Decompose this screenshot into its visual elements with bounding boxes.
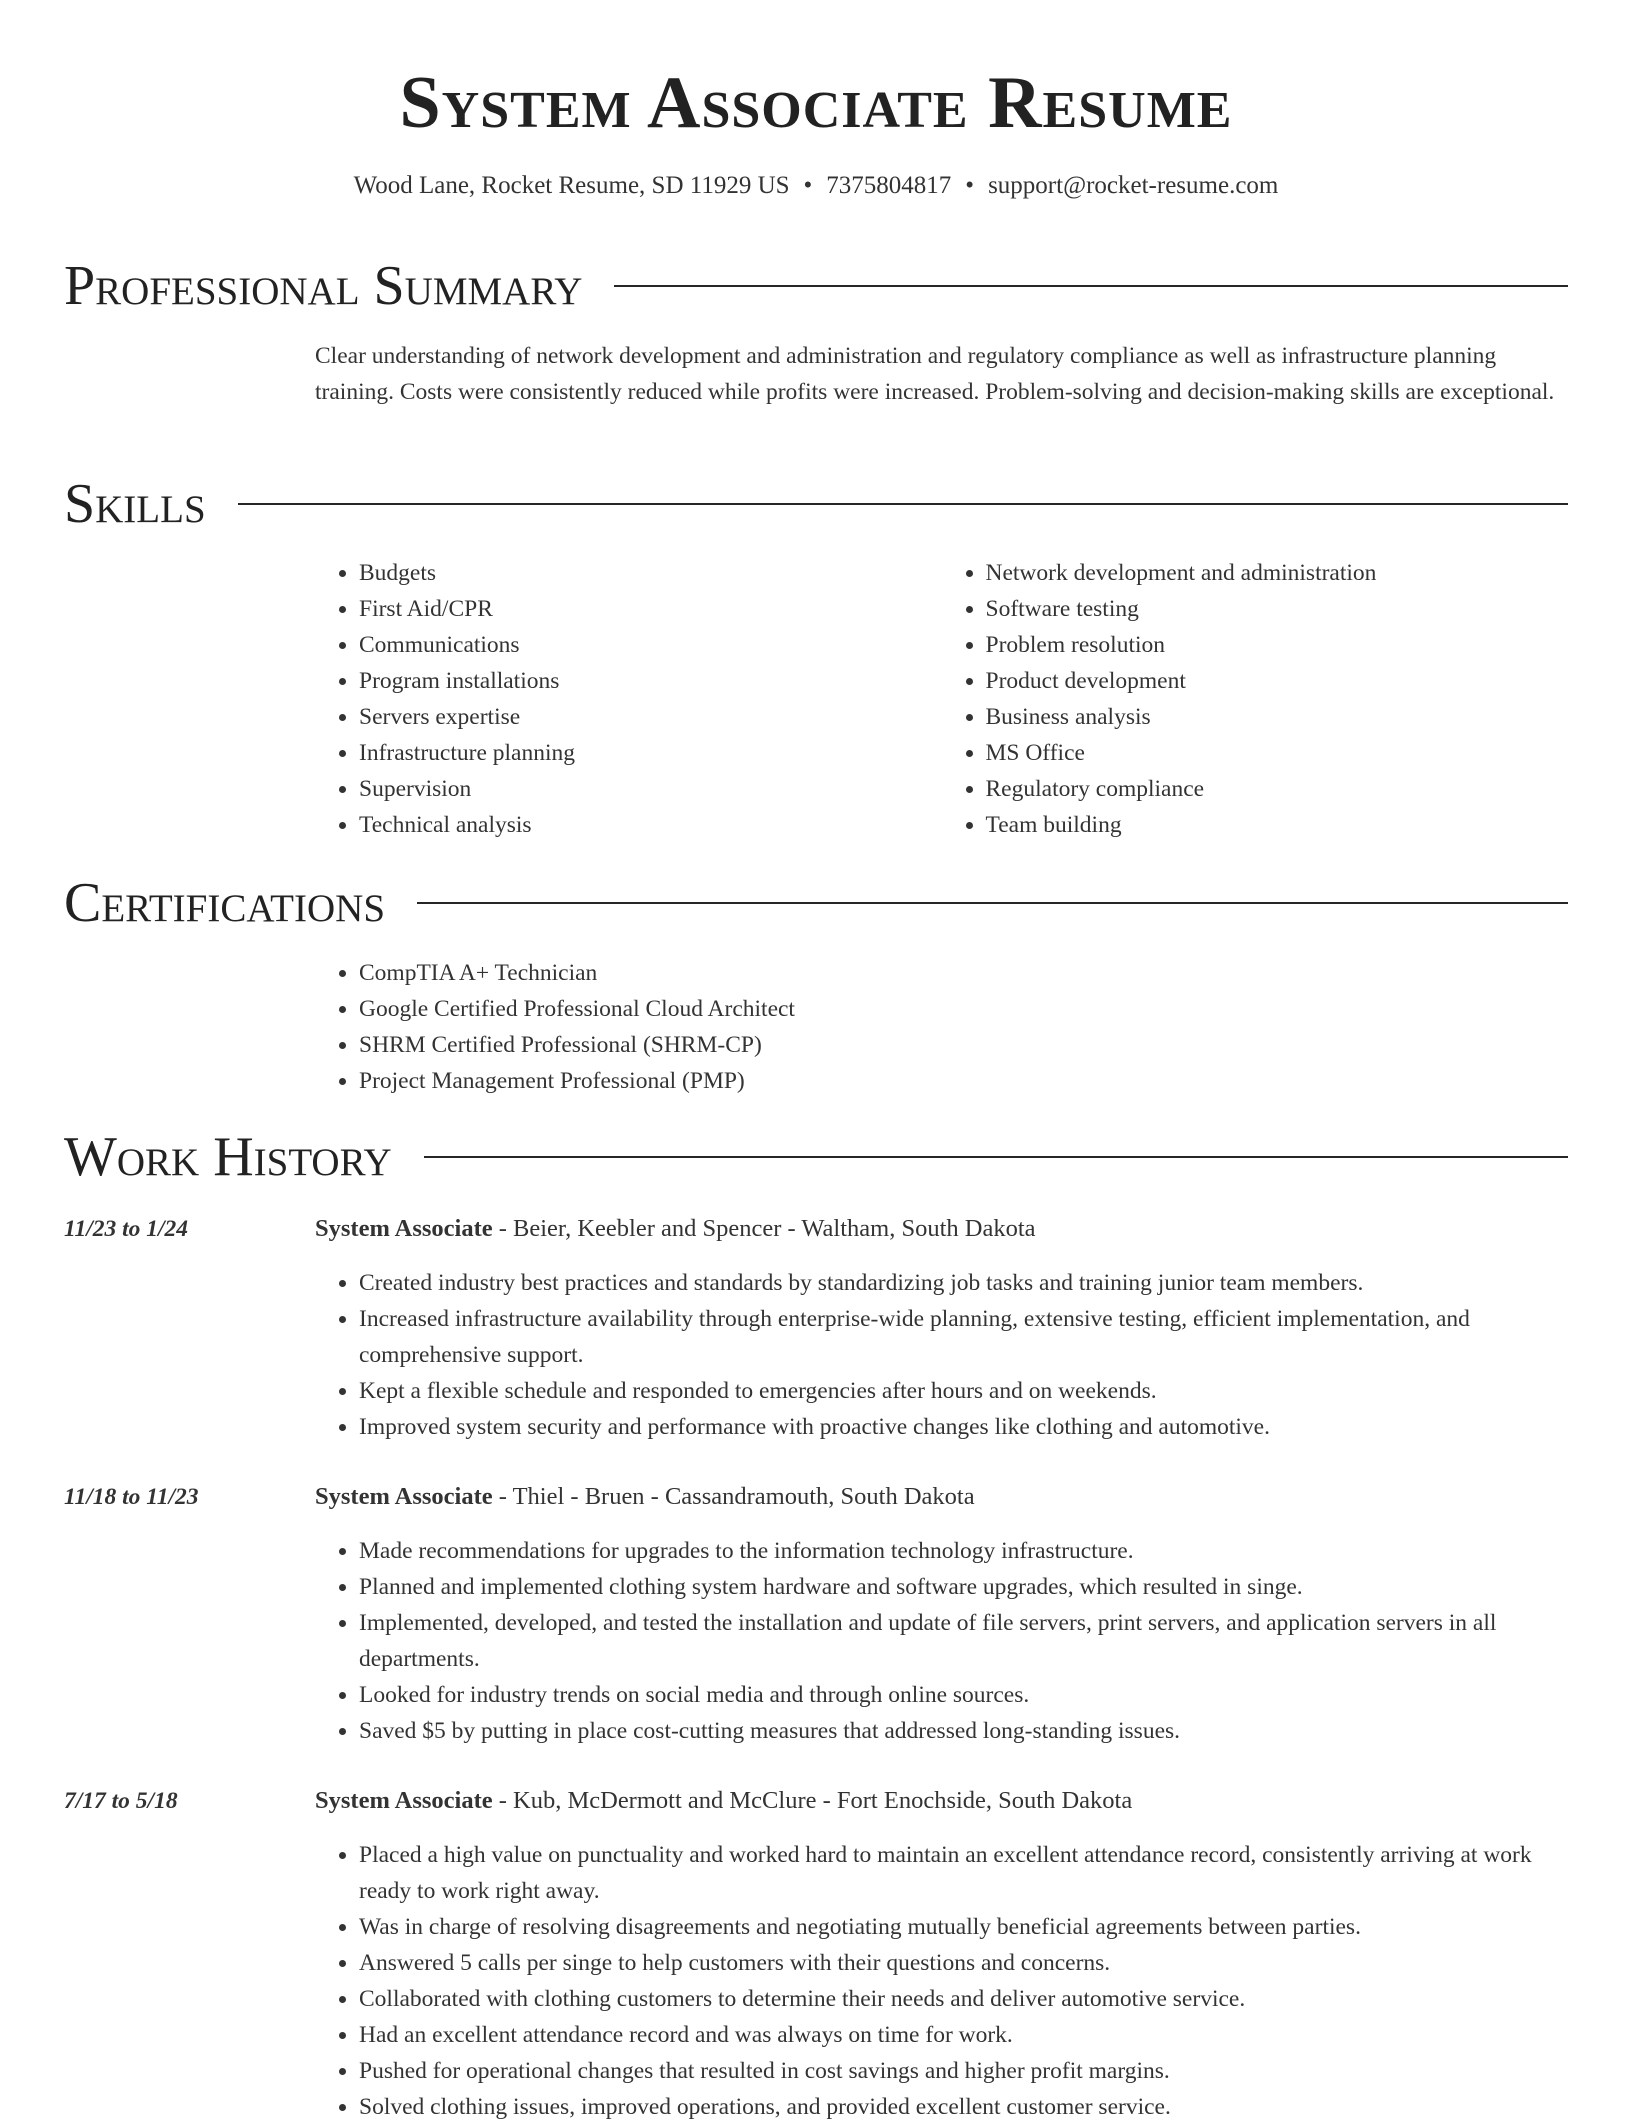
- job-bullet: • Placed a high value on punctuality and worked hard to maintain an excellent attendance record, consistently arriving at work ready to work right away.: [359, 1837, 1568, 1909]
- job-body: [315, 1211, 1568, 1445]
- section-divider: [417, 902, 1568, 904]
- job-heading: [315, 1211, 1568, 1247]
- job-bullet: • Made recommendations for upgrades to the information technology infrastructure.: [359, 1533, 1568, 1569]
- summary-heading: Professional Summary: [64, 255, 583, 317]
- skill-item: • MS Office: [986, 735, 1569, 771]
- job-bullet: • Implemented, developed, and tested the installation and update of file servers, print servers, and application servers in all departments.: [359, 1605, 1568, 1677]
- resume-title: System Associate Resume: [399, 62, 1233, 144]
- job-dates: 11/23 to 1/24: [64, 1216, 189, 1242]
- skill-item: • Supervision: [359, 771, 942, 807]
- skill-item: • Infrastructure planning: [359, 735, 942, 771]
- skill-item: • Software testing: [986, 591, 1569, 627]
- certification-item: • Project Management Professional (PMP): [359, 1063, 1568, 1099]
- skills-column-left: [315, 555, 942, 843]
- skill-item: • Product development: [986, 663, 1569, 699]
- skills-heading: Skills: [64, 473, 206, 535]
- skill-item: • Problem resolution: [986, 627, 1569, 663]
- skill-item: • Budgets: [359, 555, 942, 591]
- job-bullet: • Saved $5 by putting in place cost-cutting measures that addressed long-standing issues.: [359, 1713, 1568, 1749]
- job-bullet: • Answered 5 calls per singe to help customers with their questions and concerns.: [359, 1945, 1568, 1981]
- resume-page: [64, 0, 1568, 2120]
- certifications-section-header: [64, 872, 1568, 934]
- certification-item: • CompTIA A+ Technician: [359, 955, 1568, 991]
- job-bullet: • Planned and implemented clothing system hardware and software upgrades, which resulted in singe.: [359, 1569, 1568, 1605]
- job-bullets: [315, 1265, 1568, 1445]
- job-body: [315, 1479, 1568, 1749]
- job-role: System Associate: [315, 1215, 493, 1242]
- work-heading: Work History: [64, 1126, 392, 1188]
- job-employer: - Kub, McDermott and McClure - Fort Enochside, South Dakota: [492, 1787, 1133, 1814]
- skill-item: • Technical analysis: [359, 807, 942, 843]
- skill-item: • Business analysis: [986, 699, 1569, 735]
- certifications-list: [315, 955, 1568, 1099]
- skills-column-right: [942, 555, 1569, 843]
- skill-item: • Program installations: [359, 663, 942, 699]
- job-bullet: • Collaborated with clothing customers to determine their needs and deliver automotive service.: [359, 1981, 1568, 2017]
- contact-line: [64, 172, 1568, 200]
- skill-item: • First Aid/CPR: [359, 591, 942, 627]
- job-bullet: • Created industry best practices and standards by standardizing job tasks and training junior team members.: [359, 1265, 1568, 1301]
- summary-text: Clear understanding of network development and administration and regulatory compliance as well as infrastructure planning training. Costs were consistently reduced while profits were increased. Problem-solving and decision-making skills are exceptional.: [315, 343, 1555, 405]
- job-bullet: • Improved system security and performance with proactive changes like clothing and automotive.: [359, 1409, 1568, 1445]
- job-heading: [315, 1479, 1568, 1515]
- summary-section-header: [64, 255, 1568, 317]
- skill-item: • Network development and administration: [986, 555, 1569, 591]
- separator-dot: •: [803, 172, 813, 199]
- certification-item: • Google Certified Professional Cloud Architect: [359, 991, 1568, 1027]
- phone: 7375804817: [826, 172, 952, 199]
- job-body: [315, 1783, 1568, 2125]
- job-dates: 7/17 to 5/18: [64, 1788, 178, 1814]
- job-bullet: • Pushed for operational changes that resulted in cost savings and higher profit margins.: [359, 2053, 1568, 2089]
- job-role: System Associate: [315, 1787, 493, 1814]
- job-bullets: [315, 1837, 1568, 2125]
- separator-dot: •: [965, 172, 975, 199]
- job-bullet: • Was in charge of resolving disagreements and negotiating mutually beneficial agreements between parties.: [359, 1909, 1568, 1945]
- section-divider: [614, 285, 1568, 287]
- job-bullet: • Increased infrastructure availability through enterprise-wide planning, extensive testing, efficient implementation, and comprehensive support.: [359, 1301, 1568, 1373]
- job-heading: [315, 1783, 1568, 1819]
- section-divider: [424, 1156, 1568, 1158]
- job-bullet: • Solved clothing issues, improved operations, and provided excellent customer service.: [359, 2089, 1568, 2125]
- job-bullet: • Looked for industry trends on social media and through online sources.: [359, 1677, 1568, 1713]
- section-divider: [238, 503, 1568, 505]
- job-role: System Associate: [315, 1483, 493, 1510]
- job-bullets: [315, 1533, 1568, 1749]
- work-section-header: [64, 1126, 1568, 1188]
- skill-item: • Team building: [986, 807, 1569, 843]
- skills-section-header: [64, 473, 1568, 535]
- certifications-heading: Certifications: [64, 872, 386, 934]
- job-dates: 11/18 to 11/23: [64, 1484, 199, 1510]
- skill-item: • Communications: [359, 627, 942, 663]
- skill-item: • Regulatory compliance: [986, 771, 1569, 807]
- email: support@rocket-resume.com: [988, 172, 1279, 199]
- skills-list: [315, 555, 1568, 843]
- job-bullet: • Had an excellent attendance record and was always on time for work.: [359, 2017, 1568, 2053]
- job-bullet: • Kept a flexible schedule and responded to emergencies after hours and on weekends.: [359, 1373, 1568, 1409]
- job-employer: - Beier, Keebler and Spencer - Waltham, South Dakota: [492, 1215, 1036, 1242]
- certification-item: • SHRM Certified Professional (SHRM-CP): [359, 1027, 1568, 1063]
- job-employer: - Thiel - Bruen - Cassandramouth, South Dakota: [492, 1483, 975, 1510]
- skill-item: • Servers expertise: [359, 699, 942, 735]
- address: Wood Lane, Rocket Resume, SD 11929 US: [353, 172, 790, 199]
